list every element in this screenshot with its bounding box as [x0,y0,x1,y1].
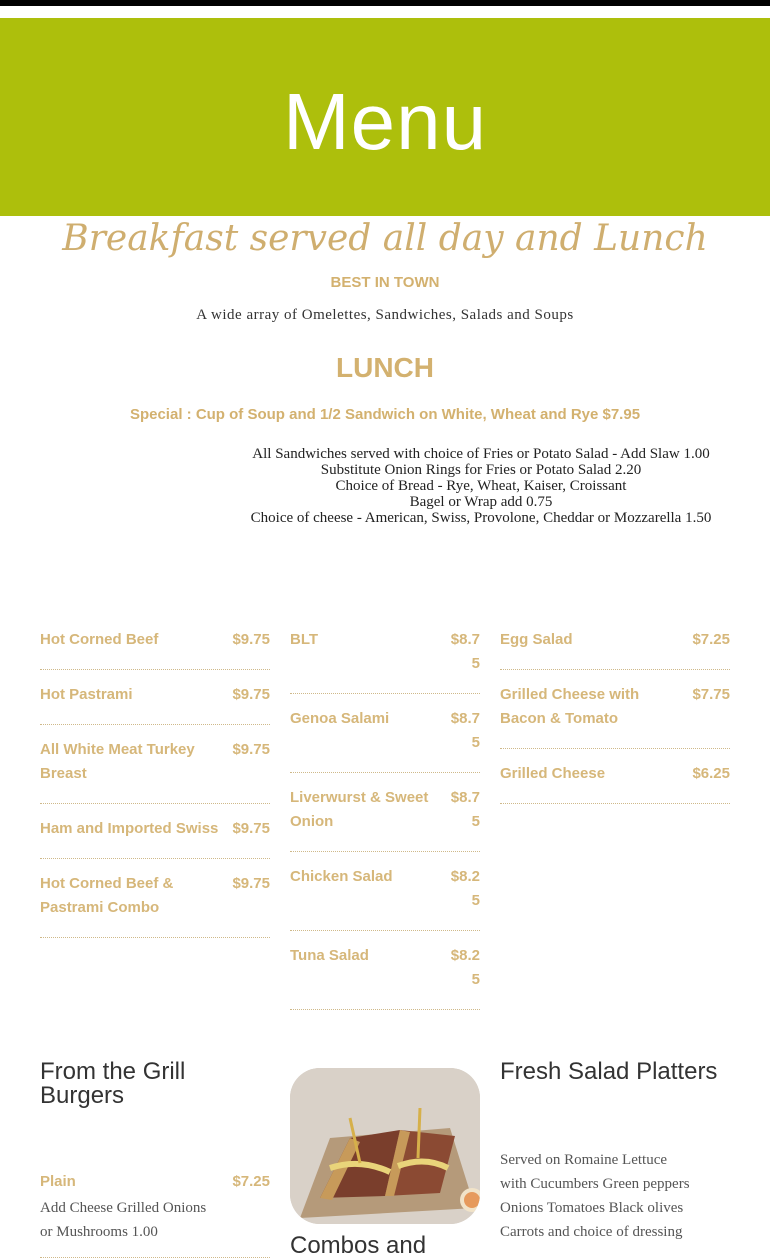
salads-description: Served on Romaine Lettuce with Cucumbers Green peppers Onions Tomatoes Black olives Carrots and choice of dressing [500,1152,690,1240]
tagline: BEST IN TOWN [330,274,440,291]
sandwich-column-2 [290,628,480,1010]
note-line: Bagel or Wrap add 0.75 [409,494,553,510]
note-line: All Sandwiches served with choice of Fries or Potato Salad - Add Slaw 1.00 [252,446,710,462]
page-title: Menu [282,77,488,166]
item-price: $8.25 [450,947,480,988]
item-price: $9.75 [232,875,270,892]
menu-item [40,738,270,804]
item-price: $8.75 [450,710,480,751]
item-price: $6.25 [692,765,730,782]
combos-section-title: Combos and [290,1232,427,1259]
item-price: $9.75 [232,686,270,703]
item-price: $9.75 [232,631,270,648]
item-name: BLT [290,631,319,648]
reuben-sandwich-photo [290,1068,480,1224]
item-name: Ham and Imported Swiss [40,820,219,837]
intro-description: A wide array of Omelettes, Sandwiches, Salads and Soups [196,307,574,323]
item-name: Hot Pastrami [40,686,133,703]
sandwich-column-3 [500,628,730,804]
sandwich-notes [196,446,766,526]
item-price: $8.75 [450,631,480,672]
grill-title-line1: From the Grill [40,1058,186,1085]
item-price: $7.25 [232,1173,270,1190]
item-name: Hot Corned Beef & Pastrami Combo [40,875,174,916]
item-price: $8.25 [450,868,480,909]
lunch-heading: LUNCH [336,352,434,383]
note-line: Choice of cheese - American, Swiss, Provolone, Cheddar or Mozzarella 1.50 [250,510,712,526]
item-name: Genoa Salami [290,710,390,727]
item-name: Egg Salad [500,631,573,648]
menu-item [40,872,270,938]
grill-title-line2: Burgers [40,1082,125,1109]
salads-section-title: Fresh Salad Platters [500,1058,718,1085]
item-name: All White Meat Turkey Breast [40,741,195,782]
hero-banner [0,18,770,216]
item-description: Add Cheese Grilled Onions or Mushrooms 1.00 [40,1200,207,1240]
menu-item [500,628,730,670]
menu-item [40,1170,270,1194]
item-name: Hot Corned Beef [40,631,159,648]
menu-item [500,762,730,804]
menu-item [40,628,270,670]
note-line: Substitute Onion Rings for Fries or Potato Salad 2.20 [320,462,642,478]
menu-item [290,865,480,931]
note-line: Choice of Bread - Rye, Wheat, Kaiser, Croissant [335,478,627,494]
item-name: Grilled Cheese [500,765,606,782]
item-price: $9.75 [232,820,270,837]
menu-item [290,707,480,773]
menu-item [40,683,270,725]
item-price: $9.75 [232,741,270,758]
sandwich-illustration [290,1068,480,1224]
top-bar [0,0,770,6]
item-name: Tuna Salad [290,947,369,964]
lunch-special: Special : Cup of Soup and 1/2 Sandwich on White, Wheat and Rye $7.95 [129,406,641,423]
menu-item [290,628,480,694]
item-price: $7.25 [692,631,730,648]
breakfast-script-title: Breakfast served all day and Lunch [62,218,708,259]
item-name: Grilled Cheese with Bacon & Tomato [500,686,640,727]
item-name: Liverwurst & Sweet Onion [290,789,429,830]
item-price: $7.75 [692,686,730,703]
menu-item [500,683,730,749]
menu-item [40,817,270,859]
grill-section-title [40,1060,270,1108]
divider [40,1257,270,1258]
menu-item [290,786,480,852]
menu-item [290,944,480,1010]
item-name: Chicken Salad [290,868,393,885]
sandwich-column-1 [40,628,270,938]
item-name: Plain [40,1173,76,1190]
item-price: $8.75 [450,789,480,830]
